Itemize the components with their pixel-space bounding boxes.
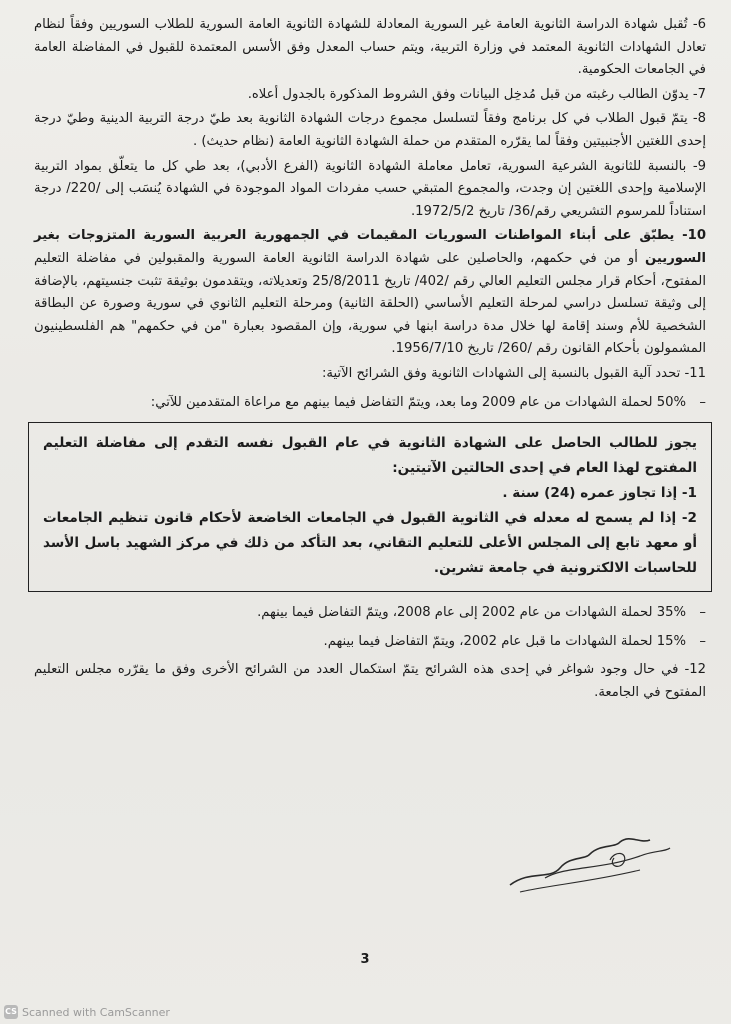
clause-7: 7- يدوّن الطالب رغبته من قبل مُدخِل البيانات وفق الشروط المذكورة بالجدول أعلاه. [247,86,706,102]
scanner-watermark [4,1004,170,1020]
bracket-50-percent: – 50% لحملة الشهادات من عام 2009 وما بعد، ويتمّ التفاضل فيما بينهم مع مراعاة المتقدمين للآتي: [34,392,706,415]
clause-12: 12- في حال وجود شواغر في إحدى هذه الشرائح يتمّ استكمال العدد من الشرائح الأخرى وفق ما يقرّره مجلس التعليم المفتوح في الجامعة. [34,662,706,700]
clause-6: 6- تُقبل شهادة الدراسة الثانوية العامة غير السورية المعادلة للشهادة الثانوية العامة السورية للطلاب السوريين وفقاً لنظام تعادل الشهادات الثانوية المعتمد في وزارة التربية، ويتم حساب المعدل وفق الأسس المعتمدة للقبول في المفاضلة العامة في الجامعات الحكومية. [34,17,706,78]
exception-box [28,422,712,592]
camscanner-logo-icon: CS [4,1005,18,1019]
exception-case-1: 1- إذا تجاوز عمره (24) سنة . [502,485,697,502]
clause-8: 8- يتمّ قبول الطلاب في كل برنامج وفقاً لتسلسل مجموع درجات الشهادة الثانوية بعد طيّ درجة التربية الدينية وطيّ درجة إحدى اللغتين الأجنبيتين وفقاً لما يقرّره المتقدم من حملة الشهادة الثانوية العامة (نظام حديث) . [34,111,706,149]
clause-10-heading: 10- يطبّق على أبناء المواطنات السوريات المقيمات في الجمهورية العربية السورية المتزوجات بغير السوريين [34,228,706,266]
page-number: 3 [360,952,370,967]
exception-case-2: 2- إذا لم يسمح له معدله في الثانوية القبول في الجامعات الخاضعة لأحكام قانون تنظيم الجامعات أو معهد تابع إلى المجلس الأعلى للتعليم التقاني، بعد التأكد من ذلك في مركز الشهيد باسل الأسد للحاسبات الالكترونية في جامعة تشرين. [43,510,697,577]
bracket-15-percent: – 15% لحملة الشهادات ما قبل عام 2002، ويتمّ التفاضل فيما بينهم. [34,631,706,654]
document-body [34,14,706,706]
exception-intro: يجوز للطالب الحاصل على الشهادة الثانوية في عام القبول نفسه التقدم إلى مفاضلة التعليم المفتوح لهذا العام في إحدى الحالتين الآتيتين: [43,435,697,477]
clause-10-body: أو من في حكمهم، والحاصلين على شهادة الدراسة الثانوية العامة السورية والمقبولين في مفاضلة التعليم المفتوح، أحكام قرار مجلس التعليم العالي رقم /402/ تاريخ 25/8/2011 وتعديلاته، ويتقدمون بوثيقة تثبت جنسيتهم، بالإضافة إلى وثيقة تسلسل دراسي لمرحلة التعليم الأساسي (الحلقة الثانية) ومرحلة التعليم الثانوي في سورية وصورة عن البطاقة الشخصية للأم وسند إقامة لها خلال مدة دراسة ابنها في سورية، وإن المقصود بعبارة "من في حكمهم" هم الفلسطينيون المشمولون بأحكام القانون رقم /260/ تاريخ 1956/7/10. [34,250,706,357]
clause-9: 9- بالنسبة للثانوية الشرعية السورية، تعامل معاملة الشهادة الثانوية (الفرع الأدبي)، بعد طي كل ما يتعلّق بمواد التربية الإسلامية وإحدى اللغتين إن وجدت، والمجموع المتبقي حسب مفردات المواد الموجودة في الشهادة يُنسَب إلى /220/ درجة استناداً للمرسوم التشريعي رقم/36/ تاريخ 1972/5/2. [34,158,707,219]
handwritten-signature [490,830,680,900]
clause-11: 11- تحدد آلية القبول بالنسبة إلى الشهادات الثانوية وفق الشرائح الآتية: [321,365,706,381]
bracket-35-percent: – 35% لحملة الشهادات من عام 2002 إلى عام 2008، ويتمّ التفاضل فيما بينهم. [34,602,706,625]
watermark-text: Scanned with CamScanner [22,1005,170,1019]
clause-10 [34,225,706,361]
